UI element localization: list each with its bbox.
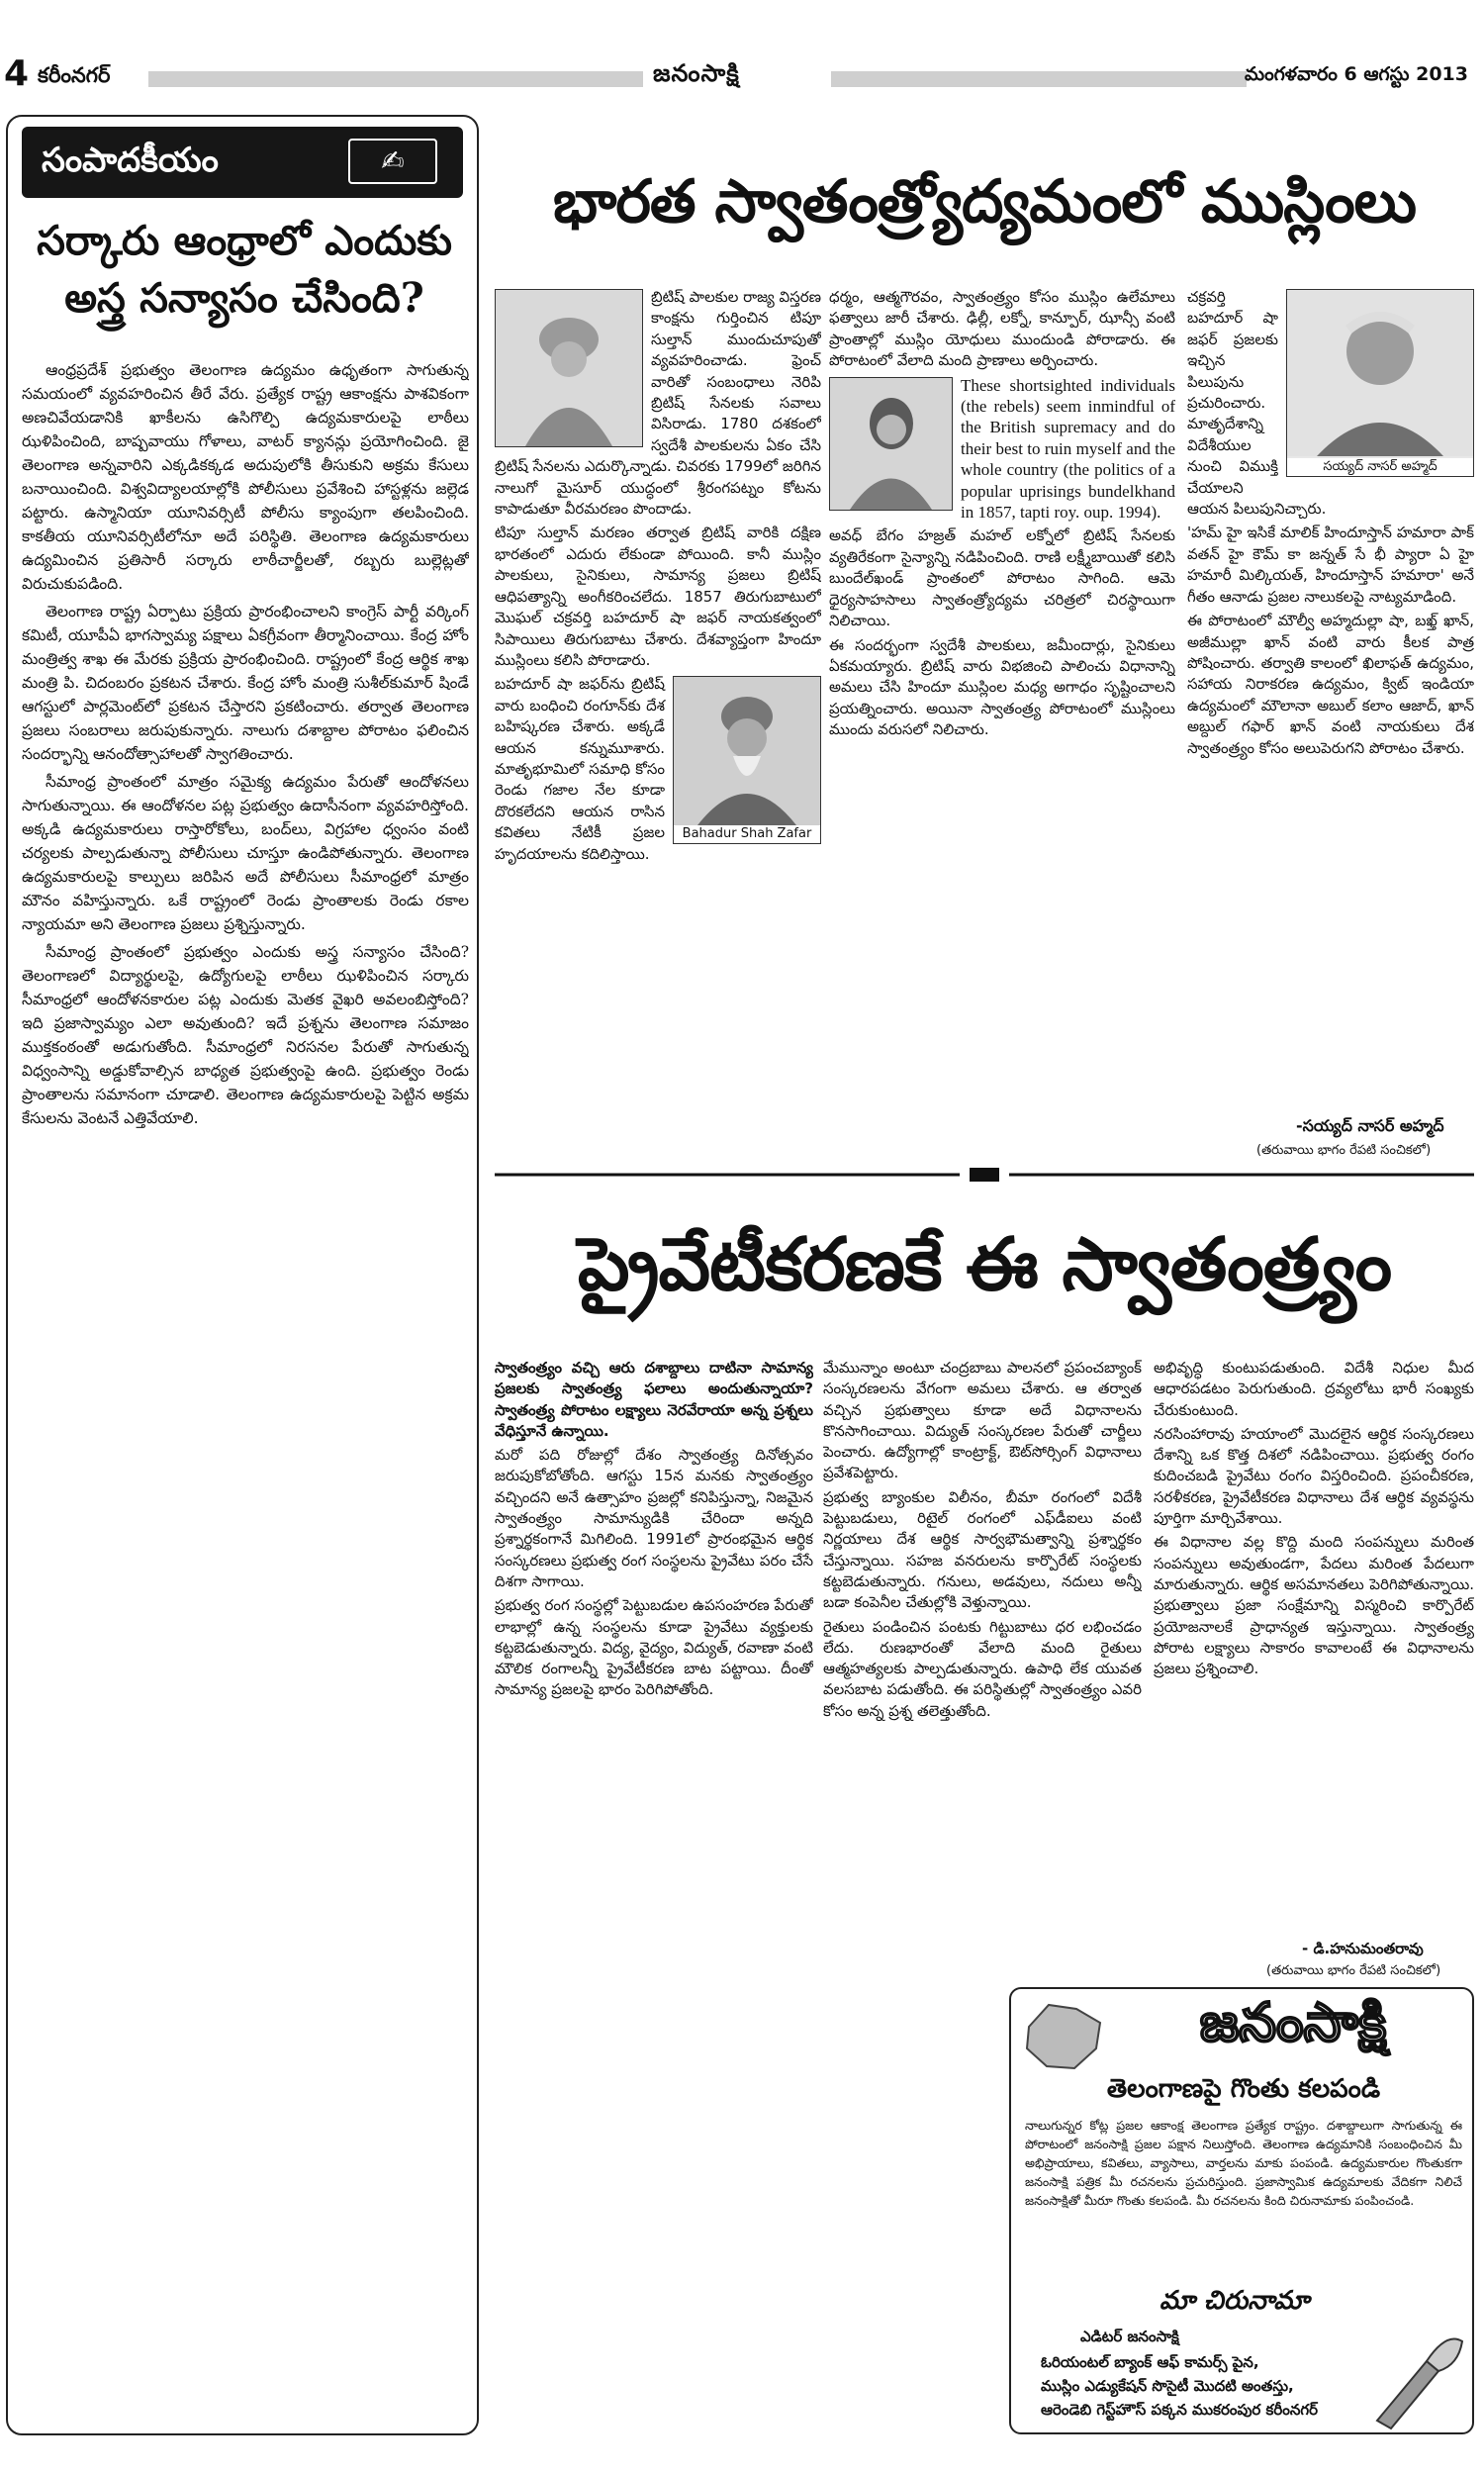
editorial-paragraph: ఆంధ్రప్రదేశ్‌ ప్రభుత్వం తెలంగాణ ఉద్యమం ఉధృతంగా సాగుతున్న సమయంలో వ్యవహరించిన తీరే వేరు. ప్రత్యేక రాష్ట్ర ఆకాంక్షను పాశవికంగా అణచివేయడానికి ఖాకీలను ఉసిగొల్పి ఉద్యమకారులపై లాఠీలు ఝళిపించింది, బాష్పవాయు గోళాలు, వాటర్‌ క్యానన్లు ప్రయోగించింది. జై తెలంగాణ అన్నవారిని ఎక్కడికక్కడ అదుపులోకి తీసుకుని అక్రమ కేసులు బనాయించింది. విశ్వవిద్యాలయాల్లోకి పోలీసులు ప్రవేశించి హాస్టళ్లను జల్లెడ పట్టారు. ఉస్మానియా యూనివర్సిటీ పోలీసు క్యాంపుగా తలపించింది. కాకతీయ యూనివర్సిటీలోనూ అదే పరిస్థితి. తెలంగాణ ఉద్యమకారులు ఉద్యమించిన ప్రతిసారీ సర్కారు లాఠీచార్జీలతో, రబ్బరు బుల్లెట్లతో విరుచుకుపడింది. xyxy=(22,361,469,593)
portrait-illustration-icon xyxy=(830,378,952,510)
article1-paragraph: బ్రిటిష్‌ పాలకుల రాజ్య విస్తరణ కాంక్షను గుర్తించిన టిపూ సుల్తాన్‌ ముందుచూపుతో వ్యవహరించాడు. ఫ్రెంచ్‌ వారితో సంబంధాలు నెరిపి బ్రిటిష్‌ సేనలకు సవాలు విసిరాడు. 1780 దశకంలో స్వదేశీ పాలకులను ఏకం చేసి బ్రిటిష్‌ సేనలను ఎదుర్కొన్నాడు. చివరకు 1799లో జరిగిన నాలుగో మైసూర్‌ యుద్ధంలో శ్రీరంగపట్నం కోటను కాపాడుతూ వీరమరణం పొందాడు. xyxy=(495,288,821,519)
editorial-box xyxy=(6,115,479,2435)
article1-column-2 xyxy=(829,287,1175,1128)
ad-brand: జనంసాక్షి xyxy=(1199,1991,1387,2053)
photo-bahadur-shah-zafar xyxy=(673,676,821,844)
pen-icon: ✍ xyxy=(348,139,437,184)
photo-caption: సయ్యద్‌ నాసర్‌ అహ్మద్‌ xyxy=(1287,458,1473,476)
article1-paragraph: టిపూ సుల్తాన్‌ మరణం తర్వాత బ్రిటిష్‌ వారికి దక్షిణ భారతంలో ఎదురు లేకుండా పోయింది. కానీ ముస్లిం పాలకులు, సైనికులు, సామాన్య ప్రజలు బ్రిటిష్‌ ఆధిపత్యాన్ని అంగీకరించలేదు. 1857 తిరుగుబాటులో మొఘల్‌ చక్రవర్తి బహదూర్‌ షా జఫర్‌ నాయకత్వంలో సిపాయిలు తిరుగుబాటు చేశారు. దేశవ్యాప్తంగా హిందూ ముస్లింలు కలిసి పోరాడారు. xyxy=(495,523,821,669)
photo-caption: Bahadur Shah Zafar xyxy=(674,825,820,843)
ad-address-line: ముస్లిం ఎడ్యుకేషన్‌ సొసైటీ మొదటి అంతస్తు, xyxy=(1041,2377,1294,2395)
article2-column-1 xyxy=(495,1358,813,2436)
article2-paragraph: ఈ విధానాల వల్ల కొద్ది మంది సంపన్నులు మరింత సంపన్నులు అవుతుండగా, పేదలు మరింత పేదలుగా మారుతున్నారు. ఆర్థిక అసమానతలు పెరిగిపోతున్నాయి. ప్రభుత్వాలు ప్రజా సంక్షేమాన్ని విస్మరించి కార్పొరేట్‌ ప్రయోజనాలకే ప్రాధాన్యత ఇస్తున్నాయి. స్వాతంత్ర్య పోరాట లక్ష్యాలు సాకారం కావాలంటే ఈ విధానాలను ప్రజలు ప్రశ్నించాలి. xyxy=(1154,1533,1474,1678)
editorial-paragraph: సీమాంధ్ర ప్రాంతంలో ప్రభుత్వం ఎందుకు అస్త్ర సన్యాసం చేసింది? తెలంగాణలో విద్యార్థులపై, ఉద్యోగులపై లాఠీలు ఝళిపించిన సర్కారు సీమాంధ్రలో ఆందోళనకారుల పట్ల ఎందుకు మెతక వైఖరి అవలంబిస్తోంది? ఇది ప్రజాస్వామ్యం ఎలా అవుతుంది? ఇదే ప్రశ్నను తెలంగాణ సమాజం ముక్తకంఠంతో అడుగుతోంది. సీమాంధ్రలో నిరసనల పేరుతో సాగుతున్న విధ్వంసాన్ని అడ్డుకోవాల్సిన బాధ్యత ప్రభుత్వంపై ఉంది. ప్రభుత్వం రెండు ప్రాంతాలను సమానంగా చూడాలి. తెలంగాణ ఉద్యమకారులపై పెట్టిన అక్రమ కేసులను వెంటనే ఎత్తివేయాలి. xyxy=(22,943,469,1127)
page-header xyxy=(0,53,1484,97)
article1-paragraph: 'హమ్‌ హై ఇసికే మాలిక్‌ హిందూస్తాన్‌ హమారా పాక్‌ వతన్‌ హై కౌమ్‌ కా జన్నత్‌ సే భీ ప్యారా ఏ హై హమారీ మిల్కియత్‌, హిందూస్తాన్‌ హమారా' అనే గీతం ఆనాడు ప్రజల నాలుకలపై నాట్యమాడింది. xyxy=(1187,523,1474,606)
editorial-paragraph: తెలంగాణ రాష్ట్ర ఏర్పాటు ప్రక్రియ ప్రారంభించాలని కాంగ్రెస్‌ పార్టీ వర్కింగ్‌ కమిటీ, యూపీఏ భాగస్వామ్య పక్షాలు ఏకగ్రీవంగా తీర్మానించాయి. కేంద్ర హోం మంత్రిత్వ శాఖ ఈ మేరకు ప్రక్రియ ప్రారంభించింది. రాష్ట్రంలో కేంద్ర ఆర్థిక శాఖ మంత్రి పి. చిదంబరం ప్రకటన చేశారు. కేంద్ర హోం మంత్రి సుశీల్‌కుమార్‌ షిండే ఆగస్టులో పార్లమెంట్‌లో ప్రకటన చేస్తారని ప్రకటించారు. తర్వాత తెలంగాణ ప్రజలు సంబరాలు జరుపుకున్నారు. నాలుగు దశాబ్దాల పోరాటం ఫలించిన సందర్భాన్ని ఆనందోత్సాహాలతో స్వాగతించారు. xyxy=(22,603,469,763)
ad-body-text: నాలుగున్నర కోట్ల ప్రజల ఆకాంక్ష తెలంగాణ ప్రత్యేక రాష్ట్రం. దశాబ్దాలుగా సాగుతున్న ఈ పోరాటంలో జనంసాక్షి ప్రజల పక్షాన నిలుస్తోంది. తెలంగాణ ఉద్యమానికి సంబంధించిన మీ అభిప్రాయాలు, కవితలు, వ్యాసాలు, వార్తలను మాకు పంపండి. ఉద్యమకారుల గొంతుకగా జనంసాక్షి పత్రిక మీ రచనలను ప్రచురిస్తుంది. ప్రజాస్వామిక ఉద్యమాలకు వేదికగా నిలిచే జనంసాక్షితో మీరూ గొంతు కలపండి. మీ రచనలను కింది చిరునామాకు పంపించండి. xyxy=(1025,2118,1462,2208)
portrait-illustration-icon xyxy=(496,290,642,446)
author-photo xyxy=(1286,289,1474,477)
article1-continuation-note: (తరువాయి భాగం రేపటి సంచికలో) xyxy=(1256,1143,1432,1158)
article2-paragraph: మేమున్నాం అంటూ చంద్రబాబు పాలనలో ప్రపంచబ్యాంక్‌ సంస్కరణలను వేగంగా అమలు చేశారు. ఆ తర్వాత వచ్చిన ప్రభుత్వాలు కూడా అదే విధానాలను కొనసాగించాయి. విద్యుత్‌ సంస్కరణల పేరుతో చార్జీలు పెంచారు. ఉద్యోగాల్లో కాంట్రాక్ట్‌, ఔట్‌సోర్సింగ్‌ విధానాలు ప్రవేశపెట్టారు. xyxy=(823,1359,1142,1482)
article1-paragraph: అవధ్‌ బేగం హజ్రత్‌ మహల్‌ లక్నోలో బ్రిటిష్‌ సేనలకు వ్యతిరేకంగా సైన్యాన్ని నడిపించింది. రాణి లక్ష్మీబాయితో కలిసి బుందేల్‌ఖండ్‌ ప్రాంతంలో పోరాటం సాగింది. ఆమె ధైర్యసాహసాలు స్వాతంత్ర్యోద్యమ చరిత్రలో చిరస్థాయిగా నిలిచాయి. xyxy=(829,526,1175,630)
article1-byline: -సయ్యద్‌ నాసర్‌ అహ్మద్‌ xyxy=(1296,1116,1444,1135)
ad-address-label: మా చిరునామా xyxy=(1159,2286,1310,2316)
section-separator xyxy=(495,1168,1474,1182)
article1-paragraph: ధర్మం, ఆత్మగౌరవం, స్వాతంత్ర్యం కోసం ముస్లిం ఉలేమాలు ఫత్వాలు జారీ చేశారు. ఢిల్లీ, లక్నో, కాన్పూర్‌, ఝాన్సీ వంటి ప్రాంతాల్లో ముస్లిం యోధులు ముందుండి పోరాడారు. ఈ పోరాటంలో వేలాది మంది ప్రాణాలు అర్పించారు. xyxy=(829,288,1175,370)
article2-byline: - డి.హనుమంతరావు xyxy=(1302,1940,1424,1957)
article1-column-3 xyxy=(1187,287,1474,1128)
editorial-body xyxy=(22,358,469,2428)
article1-paragraph: These shortsighted individuals (the rebels) seem inmindful of the British supremacy and do their best to ruin myself and the whole country (the politics of a popular uprisings bundelkhand in 1857, tapti roy. oup. 1994). xyxy=(961,375,1175,523)
article2-column-3 xyxy=(1154,1358,1474,1951)
article2-paragraph: ప్రభుత్వ రంగ సంస్థల్లో పెట్టుబడుల ఉపసంహరణ పేరుతో లాభాల్లో ఉన్న సంస్థలను కూడా ప్రైవేటు వ్యక్తులకు కట్టబెడుతున్నారు. విద్య, వైద్యం, విద్యుత్‌, రవాణా వంటి మౌలిక రంగాలన్నీ ప్రైవేటీకరణ బాట పట్టాయి. దీంతో సామాన్య ప్రజలపై భారం పెరిగిపోతోంది. xyxy=(495,1596,813,1699)
article1-headline: భారత స్వాతంత్ర్యోద్యమంలో ముస్లింలు xyxy=(553,167,1416,237)
portrait-illustration-icon xyxy=(674,677,820,825)
editorial-banner xyxy=(22,127,463,198)
janamsakshi-ad-box xyxy=(1009,1987,1474,2434)
article2-paragraph: నరసింహారావు హయాంలో మొదలైన ఆర్థిక సంస్కరణలు దేశాన్ని ఒక కొత్త దిశలో నడిపించాయి. ప్రభుత్వ రంగం కుదించబడి ప్రైవేటు రంగం విస్తరించింది. ప్రపంచీకరణ, సరళీకరణ, ప్రైవేటీకరణ విధానాలు దేశ ఆర్థిక వ్యవస్థను పూర్తిగా మార్చివేశాయి. xyxy=(1154,1424,1474,1528)
photo-begum-hazrat-mahal xyxy=(829,377,953,511)
writing-hand-icon xyxy=(1367,2322,1466,2430)
telangana-map-icon xyxy=(1019,1997,1108,2076)
article2-paragraph: ప్రభుత్వ బ్యాంకుల విలీనం, బీమా రంగంలో విదేశీ పెట్టుబడులు, రిటైల్‌ రంగంలో ఎఫ్‌డీఐలు వంటి నిర్ణయాలు దేశ ఆర్థిక సార్వభౌమత్వాన్ని ప్రశ్నార్థకం చేస్తున్నాయి. సహజ వనరులను కార్పొరేట్‌ సంస్థలకు కట్టబెడుతున్నారు. గనులు, అడవులు, నదులు అన్నీ బడా కంపెనీల చేతుల్లోకి వెళ్తున్నాయి. xyxy=(823,1487,1142,1612)
editorial-headline: సర్కారు ఆంధ్రాలో ఎందుకు అస్త్ర సన్యాసం చేసింది? xyxy=(37,217,452,322)
page-number: 4 xyxy=(4,53,30,94)
ad-address-line: ఆరెండెబి గెస్ట్‌హౌస్‌ పక్కన ముకరంపుర కరీంనగర్‌ xyxy=(1041,2401,1319,2419)
article2-paragraph: మరో పది రోజుల్లో దేశం స్వాతంత్ర్య దినోత్సవం జరుపుకోబోతోంది. ఆగస్టు 15న మనకు స్వాతంత్ర్యం వచ్చిందని అనే ఉత్సాహం ప్రజల్లో కనిపిస్తున్నా, నిజమైన స్వాతంత్ర్యం సామాన్యుడికి చేరిందా అన్నది ప్రశ్నార్థకంగానే మిగిలింది. 1991లో ప్రారంభమైన ఆర్థిక సంస్కరణలు ప్రభుత్వ రంగ సంస్థలను ప్రైవేటు పరం చేసే దిశగా సాగాయి. xyxy=(495,1446,813,1590)
article1-paragraph: బహదూర్‌ షా జఫర్‌ను బ్రిటిష్‌ వారు బంధించి రంగూన్‌కు దేశ బహిష్కరణ చేశారు. అక్కడే ఆయన కన్నుమూశారు. మాతృభూమిలో సమాధి కోసం రెండు గజాల నేల కూడా దొరకలేదని ఆయన రాసిన కవితలు నేటికీ ప్రజల హృదయాలను కదిలిస్తాయి. xyxy=(495,675,665,863)
ad-tagline: తెలంగాణపై గొంతు కలపండి xyxy=(1106,2074,1381,2104)
ad-address-line: ఓరియంటల్‌ బ్యాంక్‌ ఆఫ్‌ కామర్స్‌ పైన, xyxy=(1041,2353,1259,2371)
article2-paragraph: స్వాతంత్ర్యం వచ్చి ఆరు దశాబ్దాలు దాటినా సామాన్య ప్రజలకు స్వాతంత్ర్య ఫలాలు అందుతున్నాయా? స్వాతంత్ర్య పోరాటం లక్ష్యాలు నెరవేరాయా అన్న ప్రశ్నలు వేధిస్తూనే ఉన్నాయి. xyxy=(495,1359,813,1440)
portrait-photo-icon xyxy=(1287,290,1473,456)
article1-paragraph: ఈ పోరాటంలో మౌల్వీ అహ్మదుల్లా షా, బఖ్త్‌ ఖాన్‌, అజీముల్లా ఖాన్‌ వంటి వారు కీలక పాత్ర పోషించారు. తర్వాతి కాలంలో ఖిలాఫత్‌ ఉద్యమం, సహాయ నిరాకరణ ఉద్యమం, క్విట్‌ ఇండియా ఉద్యమంలో మౌలానా అబుల్‌ కలాం ఆజాద్‌, ఖాన్‌ అబ్దుల్‌ గఫార్‌ ఖాన్‌ వంటి నాయకులు దేశ స్వాతంత్ర్యం కోసం అలుపెరుగని పోరాటం చేశారు. xyxy=(1187,612,1474,757)
article1-column-1 xyxy=(495,287,821,1168)
article1-paragraph: చక్రవర్తి బహదూర్‌ షా జఫర్‌ ప్రజలకు ఇచ్చిన పిలుపును ప్రచురించారు. మాతృదేశాన్ని విదేశీయుల నుంచి విముక్తి చేయాలని ఆయన పిలుపునిచ్చారు. xyxy=(1187,288,1327,519)
masthead-logo: జనంసాక్షి xyxy=(653,59,740,87)
ad-editor: ఎడిటర్‌ జనంసాక్షి xyxy=(1080,2328,1179,2345)
article2-paragraph: అభివృద్ధి కుంటుపడుతుంది. విదేశీ నిధుల మీద ఆధారపడటం పెరుగుతుంది. ద్రవ్యలోటు భారీ సంఖ్యకు చేరుకుంటుంది. xyxy=(1154,1359,1474,1419)
article2-continuation-note: (తరువాయి భాగం రేపటి సంచికలో) xyxy=(1266,1963,1441,1978)
section-name: కరీంనగర్ xyxy=(38,63,111,87)
article1-paragraph: ఈ సందర్భంగా స్వదేశీ పాలకులు, జమీందార్లు, సైనికులు ఏకమయ్యారు. బ్రిటిష్‌ వారు విభజించి పాలించు విధానాన్ని అమలు చేసి హిందూ ముస్లింల మధ్య అగాధం సృష్టించాలని ప్రయత్నించారు. అయినా స్వాతంత్ర్య పోరాటంలో ముస్లింలు ముందు వరుసలో నిలిచారు. xyxy=(829,635,1175,739)
article2-headline: ప్రైవేటీకరణకే ఈ స్వాతంత్ర్యం xyxy=(577,1222,1392,1307)
header-rule-left xyxy=(148,71,643,87)
article2-paragraph: రైతులు పండించిన పంటకు గిట్టుబాటు ధర లభించడం లేదు. రుణభారంతో వేలాది మంది రైతులు ఆత్మహత్యలకు పాల్పడుతున్నారు. ఉపాధి లేక యువత వలసబాట పడుతోంది. ఈ పరిస్థితుల్లో స్వాతంత్ర్యం ఎవరి కోసం అన్న ప్రశ్న తలెత్తుతోంది. xyxy=(823,1617,1142,1720)
issue-date: మంగళవారం 6 ఆగస్టు 2013 xyxy=(1245,63,1468,85)
photo-tipu-sultan xyxy=(495,289,643,447)
editorial-paragraph: సీమాంధ్ర ప్రాంతంలో మాత్రం సమైక్య ఉద్యమం పేరుతో ఆందోళనలు సాగుతున్నాయి. ఈ ఆందోళనల పట్ల ప్రభుత్వం ఉదాసీనంగా వ్యవహరిస్తోంది. అక్కడి ఉద్యమకారులు రాస్తారోకోలు, బంద్‌లు, విగ్రహాల ధ్వంసం వంటి చర్యలకు పాల్పడుతున్నా పోలీసులు చూస్తూ ఉండిపోతున్నారు. తెలంగాణ ఉద్యమకారులపై కాల్పులు జరిపిన అదే పోలీసులు సీమాంధ్రలో మాత్రం మౌనం వహిస్తున్నారు. ఒకే రాష్ట్రంలో రెండు ప్రాంతాలకు రెండు రకాల న్యాయమా అని తెలంగాణ ప్రజలు ప్రశ్నిస్తున్నారు. xyxy=(22,773,469,933)
editorial-banner-label: సంపాదకీయం xyxy=(42,141,219,180)
header-rule-right xyxy=(831,71,1247,87)
